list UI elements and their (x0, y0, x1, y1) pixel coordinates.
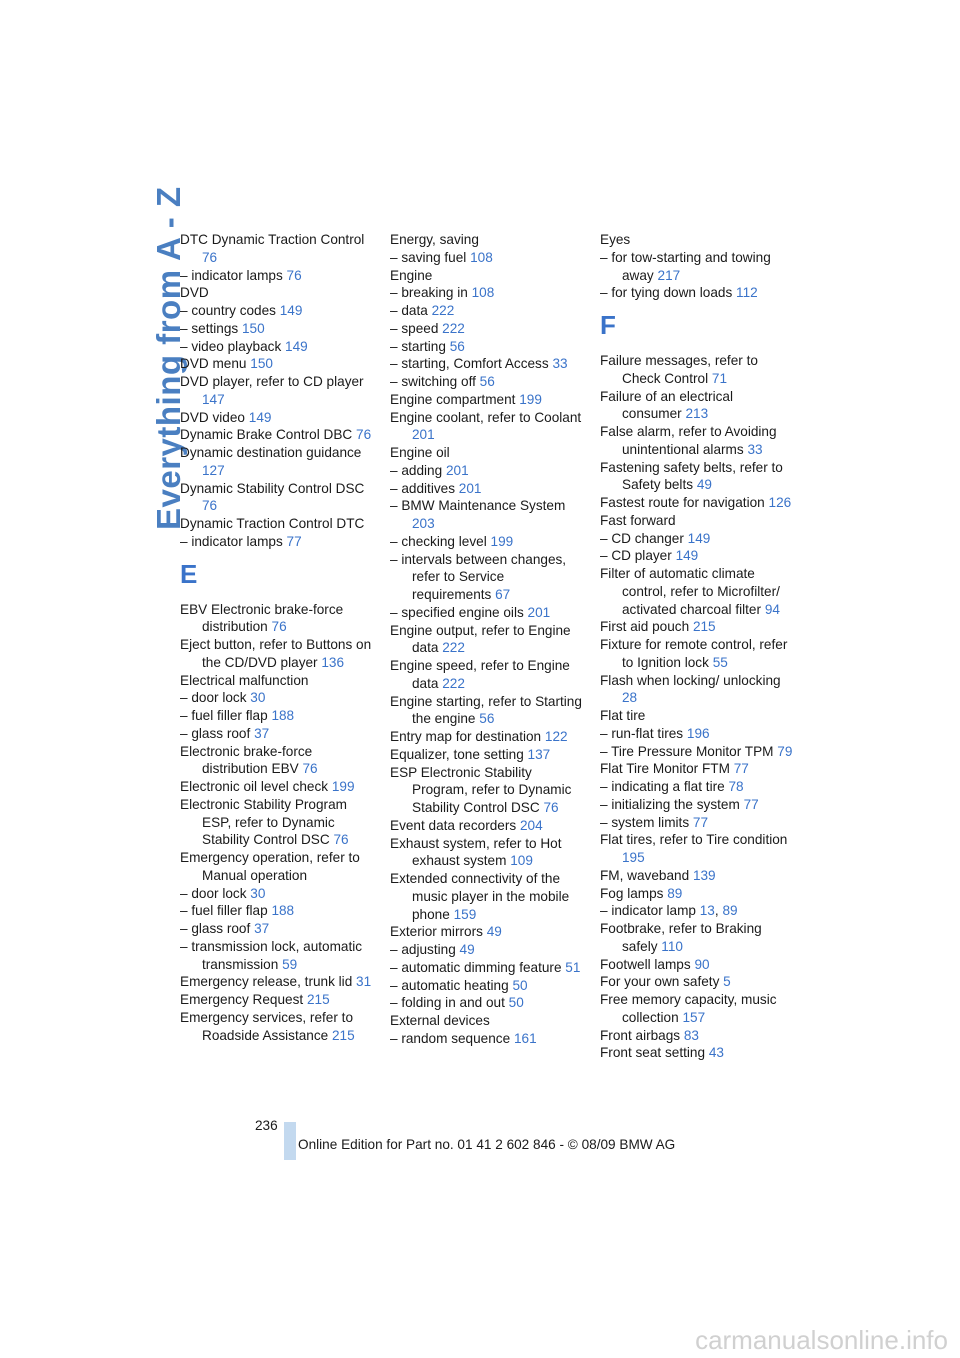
entry-text: – indicator lamps (180, 533, 283, 549)
index-entry (390, 1030, 585, 1048)
side-title (112, 186, 187, 530)
entry-text: – automatic heating (390, 977, 509, 993)
page-link[interactable]: 149 (248, 409, 272, 425)
page-link[interactable]: 76 (271, 619, 287, 635)
page-link[interactable]: 161 (513, 1030, 537, 1046)
index-column-1 (180, 231, 375, 1044)
index-entry (600, 920, 795, 956)
entry-text: Electronic brake-force distribution EBV (180, 743, 313, 777)
page-link[interactable]: 213 (685, 406, 709, 422)
entry-text: DVD (180, 285, 209, 301)
entry-text: – transmission lock, automatic transmission (180, 938, 363, 972)
page-link[interactable]: 51 (565, 959, 581, 975)
page-link[interactable]: 109 (510, 853, 533, 869)
page-link[interactable]: 13 (699, 903, 715, 919)
page-link[interactable]: 89 (667, 885, 683, 901)
page-link[interactable]: 150 (250, 356, 273, 372)
entry-text: – system limits (600, 814, 690, 830)
index-entry (180, 231, 375, 267)
entry-text: – run-flat tires (600, 725, 684, 741)
index-entry (390, 657, 585, 693)
page-link[interactable]: 215 (306, 992, 330, 1007)
entry-text: DVD menu (180, 356, 247, 372)
index-entry (390, 817, 585, 835)
page-link[interactable]: 136 (321, 654, 345, 670)
index-entry (600, 1044, 795, 1062)
index-entry (180, 355, 375, 373)
page-link[interactable]: 77 (286, 533, 302, 549)
index-entry (390, 604, 585, 622)
page-link[interactable]: 222 (431, 303, 455, 318)
index-entry (600, 249, 795, 285)
page-link[interactable]: 56 (479, 711, 495, 727)
page-link[interactable]: 222 (442, 640, 465, 656)
page-link[interactable]: 78 (728, 779, 744, 794)
entry-text: ESP Electronic Stability Program, refer to Dynamic Stability Control DSC (390, 764, 572, 815)
page-link[interactable]: 201 (412, 427, 435, 443)
entry-text: Footbrake, refer to Braking safely (600, 921, 762, 954)
page-link[interactable]: 112 (736, 285, 758, 301)
index-entry (390, 480, 585, 498)
page-link[interactable]: 28 (622, 690, 638, 706)
index-entry (180, 689, 375, 707)
page-link[interactable]: 30 (250, 690, 266, 706)
index-entry (180, 426, 375, 444)
page-link[interactable]: 55 (712, 654, 728, 670)
entry-text: Engine speed, refer to Engine data (390, 658, 570, 691)
index-entry (390, 870, 585, 923)
entry-text: Fastening safety belts, refer to Safety belts (600, 459, 783, 493)
index-entry (600, 459, 795, 495)
entry-text: – starting (390, 338, 446, 354)
index-entry (600, 494, 795, 512)
index-entry (390, 693, 585, 729)
entry-text: – folding in and out (390, 995, 505, 1011)
entry-text: Flat tire (600, 708, 646, 723)
page-link[interactable]: 49 (486, 924, 502, 940)
entry-text: – glass roof (180, 921, 251, 936)
page-link[interactable]: 33 (552, 356, 568, 372)
index-entry (390, 302, 585, 320)
entry-text: Dynamic Stability Control DSC (180, 480, 365, 496)
entry-text: Flat Tire Monitor FTM (600, 761, 730, 777)
page-link[interactable]: 76 (202, 249, 218, 265)
index-entry (600, 231, 795, 249)
index-entry (600, 973, 795, 991)
entry-text: – indicator lamp (600, 903, 696, 919)
entry-text: – glass roof (180, 725, 251, 741)
index-entry (180, 672, 375, 690)
index-entry (180, 938, 375, 974)
entry-text: Engine coolant, refer to Coolant (390, 409, 582, 425)
entry-text: Fixture for remote control, refer to Ignition lock (600, 637, 788, 670)
index-entry (390, 728, 585, 746)
entry-text: – switching off (390, 374, 476, 389)
index-entry (600, 991, 795, 1027)
index-entry (180, 533, 375, 551)
index-entry (180, 743, 375, 779)
entry-text: Electronic Stability Program ESP, refer to Dynamic Stability Control DSC (180, 796, 347, 848)
index-entry (180, 778, 375, 796)
page-link[interactable]: 83 (683, 1027, 699, 1043)
entry-text: – starting, Comfort Access (390, 356, 549, 372)
page-link[interactable]: 77 (733, 761, 749, 777)
watermark: carmanualsonline.info (695, 1325, 948, 1355)
page-link[interactable]: 159 (453, 906, 477, 922)
entry-text: – automatic dimming feature (390, 959, 562, 975)
index-entry (390, 373, 585, 391)
page-link[interactable]: 50 (508, 995, 524, 1011)
index-entry (390, 941, 585, 959)
entry-text: Footwell lamps (600, 956, 691, 972)
index-entry (600, 565, 795, 618)
entry-text: – intervals between changes, refer to Service requirements (390, 551, 567, 602)
entry-text: Front seat setting (600, 1045, 706, 1061)
page-link[interactable]: 94 (764, 601, 780, 617)
page-link[interactable]: 199 (331, 779, 355, 794)
index-entry (390, 355, 585, 373)
page-link[interactable]: 222 (442, 320, 465, 336)
index-entry (600, 618, 795, 636)
index-entry (600, 388, 795, 424)
section-heading: F (600, 310, 616, 340)
entry-text: – indicator lamps (180, 267, 283, 283)
index-entry (600, 956, 795, 974)
entry-text: – video playback (180, 338, 282, 354)
index-entry (180, 920, 375, 938)
entry-text: First aid pouch (600, 619, 690, 635)
entry-text: Event data recorders (390, 817, 517, 833)
entry-text: – CD player (600, 548, 672, 564)
page-link[interactable]: 108 (471, 285, 495, 301)
entry-text: Engine compartment (390, 391, 516, 407)
page-link[interactable]: 76 (356, 427, 372, 443)
entry-text: Electronic oil level check (180, 779, 329, 794)
index-entry (600, 1027, 795, 1045)
entry-text: Extended connectivity of the music player in the mobile phone (390, 871, 570, 922)
index-entry (180, 284, 375, 302)
page-link[interactable]: 43 (708, 1045, 724, 1061)
index-entry (600, 796, 795, 814)
page-link[interactable]: 139 (692, 867, 716, 883)
entry-text: Equalizer, tone setting (390, 746, 524, 762)
index-column-3 (600, 231, 795, 1062)
page-link[interactable]: 76 (286, 267, 302, 283)
entry-text: Failure messages, refer to Check Control (600, 353, 758, 386)
index-entry (600, 547, 795, 565)
entry-text: Flat tires, refer to Tire condition (600, 832, 788, 848)
page-link[interactable]: 56 (449, 338, 465, 354)
page-link[interactable]: 222 (442, 675, 465, 691)
page-link[interactable]: 201 (445, 462, 469, 478)
entry-text: FM, waveband (600, 867, 690, 883)
index-entry (180, 796, 375, 849)
footer-text: Online Edition for Part no. 01 41 2 602 846 - © 08/09 BMW AG (298, 1137, 676, 1152)
index-entry (390, 497, 585, 533)
entry-text: DTC Dynamic Traction Control (180, 232, 365, 247)
index-entry (600, 423, 795, 459)
entry-text: Emergency operation, refer to Manual operation (180, 850, 360, 883)
index-entry (390, 320, 585, 338)
index-entry (180, 302, 375, 320)
section-heading: E (180, 558, 198, 589)
entry-text: – data (390, 303, 428, 318)
page-link[interactable]: 149 (279, 303, 303, 318)
page-link[interactable]: 122 (544, 729, 568, 744)
index-entry (600, 814, 795, 832)
page-link[interactable]: 215 (692, 619, 716, 635)
index-entry (180, 849, 375, 885)
index-entry (180, 444, 375, 480)
page-link[interactable]: 149 (687, 530, 711, 546)
index-entry (180, 707, 375, 725)
page-link[interactable]: 77 (743, 796, 759, 812)
entry-text: – saving fuel (390, 249, 467, 265)
page-link[interactable]: 196 (686, 725, 710, 741)
entry-text: Dynamic Brake Control DBC (180, 427, 353, 443)
index-entry (180, 480, 375, 516)
index-entry (390, 835, 585, 871)
index-entry (390, 764, 585, 817)
page-link[interactable]: 77 (692, 814, 709, 830)
page-link[interactable]: 31 (356, 974, 372, 990)
page-link[interactable]: 110 (661, 938, 683, 954)
page-link[interactable]: 59 (282, 956, 298, 972)
page-link[interactable]: 108 (470, 249, 493, 265)
entry-text: – for tow-starting and towing away (600, 249, 771, 283)
entry-text: – random sequence (390, 1030, 511, 1046)
entry-text: Eyes (600, 232, 631, 247)
page-link[interactable]: 195 (622, 850, 645, 865)
index-entry (180, 373, 375, 409)
entry-text: Energy, saving (390, 232, 479, 247)
page-link[interactable]: 126 (768, 495, 792, 510)
page-link[interactable]: 203 (412, 516, 435, 531)
index-entry (390, 284, 585, 302)
entry-text: – Tire Pressure Monitor TPM (600, 743, 774, 759)
page-link[interactable]: 37 (254, 725, 270, 741)
entry-text: False alarm, refer to Avoiding unintentional alarms (600, 424, 777, 457)
index-entry (390, 444, 585, 462)
page-link[interactable]: 30 (250, 885, 266, 901)
index-entry (390, 959, 585, 977)
index-entry (390, 462, 585, 480)
page-link[interactable]: 76 (543, 800, 559, 815)
entry-text: Emergency Request (180, 992, 304, 1007)
page-link[interactable]: 199 (519, 391, 542, 407)
page-link[interactable]: 215 (331, 1027, 355, 1043)
side-title-text: Everything from A - Z (150, 186, 187, 530)
entry-text: Front airbags (600, 1027, 681, 1043)
page-link[interactable]: 76 (302, 761, 318, 777)
page-link[interactable]: 76 (333, 832, 349, 848)
entry-text: – adjusting (390, 942, 456, 957)
entry-text: Filter of automatic climate control, refer to Microfilter/ activated charcoal filter (600, 566, 780, 617)
index-entry (600, 885, 795, 903)
index-entry (390, 338, 585, 356)
page-link[interactable]: 201 (527, 604, 551, 620)
index-entry (600, 284, 795, 302)
index-entry (390, 551, 585, 604)
entry-text: – initializing the system (600, 796, 740, 812)
index-entry (600, 707, 795, 725)
entry-text: Exterior mirrors (390, 924, 483, 940)
page-link[interactable]: 217 (657, 267, 681, 283)
entry-text: Dynamic destination guidance (180, 445, 362, 460)
page-number: 236 (255, 1118, 278, 1133)
page-link[interactable]: 204 (519, 817, 543, 833)
page-link[interactable]: 149 (675, 548, 699, 564)
index-entry (180, 601, 375, 637)
entry-text: – for tying down loads (600, 285, 733, 301)
index-entry (600, 636, 795, 672)
entry-text: – breaking in (390, 285, 468, 301)
page-link[interactable]: 188 (271, 903, 295, 919)
entry-text: Engine output, refer to Engine data (390, 622, 571, 656)
entry-text: Fastest route for navigation (600, 495, 765, 510)
entry-text: EBV Electronic brake-force distribution (180, 601, 344, 635)
page-link[interactable]: 71 (711, 370, 728, 386)
index-entry (390, 977, 585, 995)
entry-text: DVD player, refer to CD player (180, 374, 364, 389)
index-entry (600, 778, 795, 796)
page-link[interactable]: 201 (458, 480, 482, 496)
entry-text: – door lock (180, 885, 247, 901)
index-entry (180, 885, 375, 903)
index-entry (600, 352, 795, 388)
entry-text: – specified engine oils (390, 604, 524, 620)
entry-text: Entry map for destination (390, 729, 542, 744)
entry-text: Fog lamps (600, 885, 664, 901)
index-entry (390, 746, 585, 764)
entry-text: Eject button, refer to Buttons on the CD/DVD player (180, 637, 372, 670)
index-column-2 (390, 231, 585, 1048)
entry-text: External devices (390, 1013, 490, 1028)
index-entry: – indicator lamp 13, 89 (600, 903, 738, 919)
index-entry (390, 923, 585, 941)
entry-text: For your own safety (600, 974, 720, 990)
page-link[interactable]: 79 (777, 743, 793, 759)
index-entry (390, 1012, 585, 1030)
entry-text: – BMW Maintenance System (390, 498, 566, 514)
index-entry (390, 622, 585, 658)
page-link[interactable]: 147 (202, 391, 225, 407)
index-entry (600, 725, 795, 743)
page-link[interactable]: 199 (490, 533, 514, 549)
entry-text: – fuel filler flap (180, 708, 268, 723)
entry-text: – country codes (180, 303, 276, 318)
index-entry (180, 1009, 375, 1045)
entry-text: Exhaust system, refer to Hot exhaust system (390, 835, 562, 869)
page-link[interactable]: 49 (696, 477, 712, 493)
index-entry (600, 530, 795, 548)
index-entry (600, 743, 795, 761)
entry-text: – door lock (180, 690, 247, 706)
page-link[interactable]: 137 (527, 746, 551, 762)
entry-text: Engine starting, refer to Starting the engine (390, 693, 582, 727)
index-entry (180, 991, 375, 1009)
page-link[interactable]: 49 (459, 942, 475, 957)
footer-bar (284, 1122, 296, 1160)
page-link[interactable]: 157 (682, 1009, 706, 1025)
entry-text: Engine (390, 267, 433, 283)
entry-text: Electrical malfunction (180, 672, 309, 688)
entry-text: Emergency services, refer to Roadside Assistance (180, 1009, 354, 1043)
index-entry (180, 338, 375, 356)
entry-text: – speed (390, 320, 439, 336)
index-entry (600, 512, 795, 530)
entry-text: – checking level (390, 533, 487, 549)
entry-text: – settings (180, 320, 239, 336)
page-link[interactable]: 90 (694, 956, 710, 972)
page-link[interactable]: 149 (285, 338, 308, 354)
index-entry (180, 636, 375, 672)
index-entry (180, 267, 375, 285)
index-entry (600, 672, 795, 708)
index-entry (390, 533, 585, 551)
index-entry (390, 267, 585, 285)
entry-text: Flash when locking/ unlocking (600, 672, 781, 688)
page-link[interactable]: 5 (723, 974, 731, 990)
index-entry (600, 831, 795, 867)
index-entry (390, 249, 585, 267)
index-entry (390, 994, 585, 1012)
page-link[interactable]: 150 (241, 320, 265, 336)
page-link[interactable]: 37 (254, 921, 270, 936)
entry-text: Free memory capacity, music collection (600, 992, 777, 1025)
index-entry (600, 760, 795, 778)
entry-text: – adding (390, 462, 443, 478)
index-entry (180, 409, 375, 427)
page-link[interactable]: 56 (479, 374, 495, 389)
entry-text: Fast forward (600, 512, 676, 528)
entry-text: – indicating a flat tire (600, 779, 725, 794)
page-link[interactable]: 76 (202, 498, 218, 514)
entry-text: Failure of an electrical consumer (600, 388, 733, 422)
index-entry (180, 902, 375, 920)
index-entry (180, 515, 375, 533)
page-link[interactable]: 127 (202, 462, 225, 478)
page-link[interactable]: 67 (495, 587, 511, 602)
page-link[interactable]: 89 (722, 903, 738, 919)
page-link[interactable]: 33 (747, 441, 763, 457)
index-entry (180, 320, 375, 338)
index-entry (390, 231, 585, 249)
index-entry (180, 973, 375, 991)
page-link[interactable]: 188 (271, 708, 295, 723)
entry-text: Engine oil (390, 445, 450, 460)
page-link[interactable]: 50 (512, 977, 528, 993)
entry-text: DVD video (180, 409, 245, 425)
entry-text: – fuel filler flap (180, 903, 268, 919)
index-entry (390, 391, 585, 409)
index-entry (180, 725, 375, 743)
entry-text: Dynamic Traction Control DTC (180, 516, 365, 531)
entry-text: – CD changer (600, 530, 684, 546)
entry-text: Emergency release, trunk lid (180, 974, 353, 990)
entry-text: – additives (390, 480, 455, 496)
index-entry (600, 867, 795, 885)
index-entry (390, 409, 585, 445)
